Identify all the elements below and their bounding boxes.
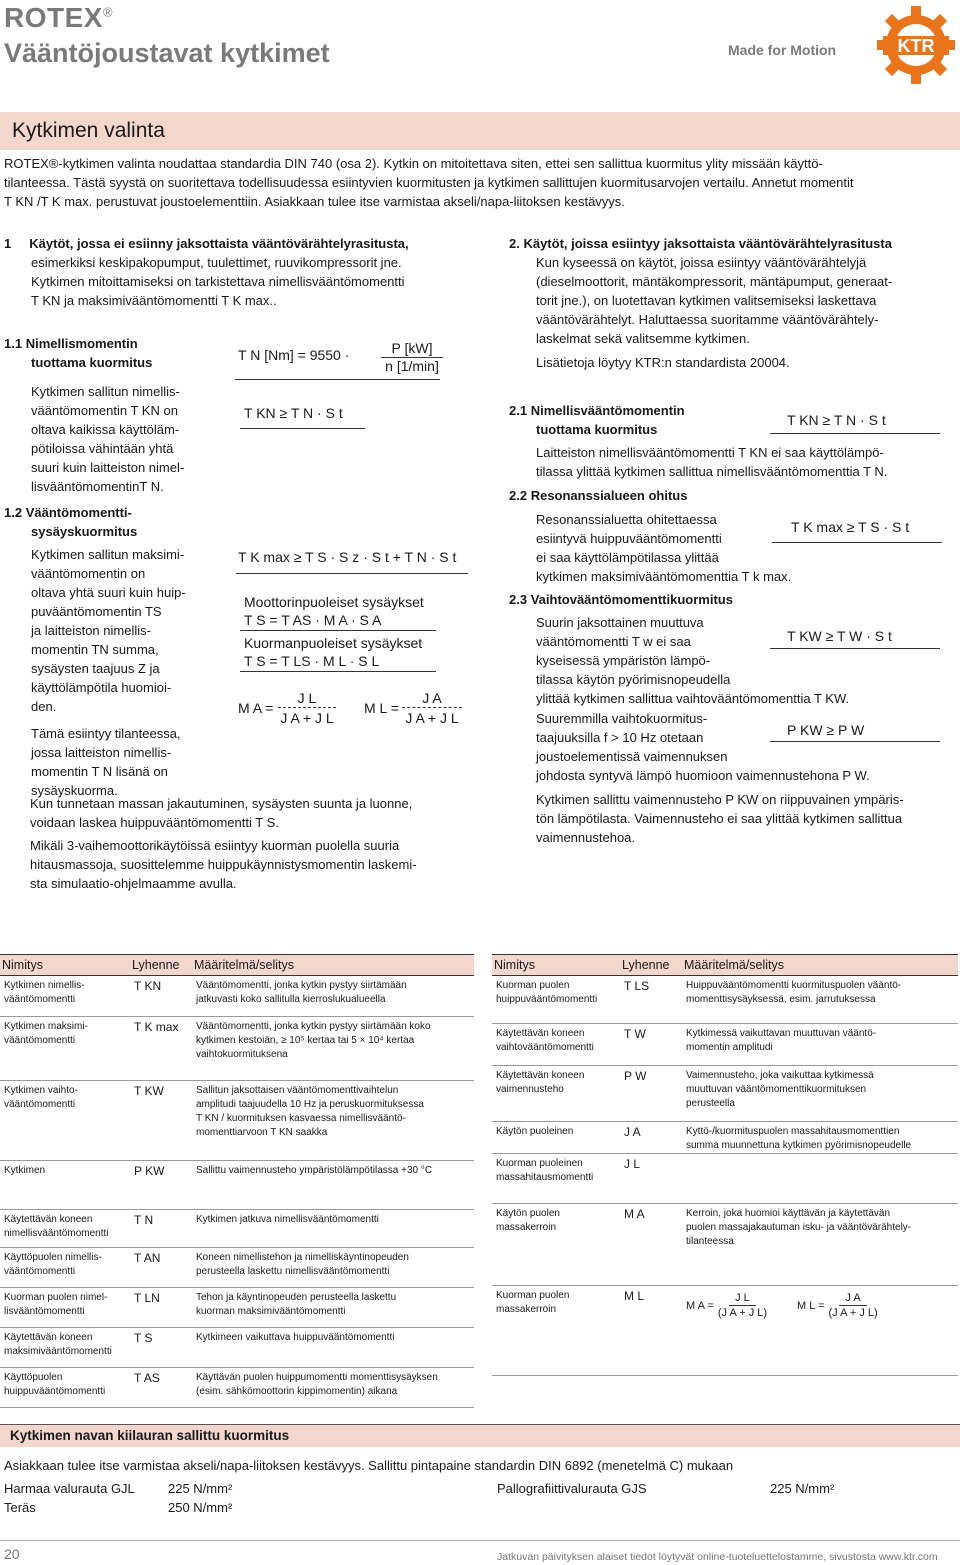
cell-name: Kytkimen maksimi- vääntömomentti	[0, 1017, 130, 1081]
cell-symbol: T LN	[130, 1288, 192, 1328]
cell-symbol: T W	[620, 1024, 682, 1066]
footer-note: Jatkuvan päivityksen alaiset tiedot löytyvät online-tuoteluettelostamme, sivustosta www.ktr.com	[497, 1551, 938, 1563]
section-2-3-body3	[536, 790, 956, 847]
cell-definition: Kytkimen jatkuva nimellisvääntömomentti	[192, 1210, 474, 1248]
body-line: vaimennustehoa.	[536, 830, 636, 845]
body-line: Mikäli 3-vaihemoottorikäytöissä esiintyy kuorman puolella suuria	[30, 838, 400, 853]
cell-definition: Sallittu vaimennusteho ympäristölämpötilassa +30 °C	[192, 1161, 474, 1210]
body-line: Kytkimen sallitun maksimi-	[31, 547, 185, 562]
ktr-logo	[875, 4, 957, 86]
cell-name: Kytkimen nimellis- vääntömomentti	[0, 976, 130, 1017]
body-line: Suurin jaksottainen muuttuva	[536, 615, 704, 630]
body-line: tilassa ylittää kytkimen sallittua nimellisvääntömomenttia T N.	[536, 464, 888, 479]
hub-text: Asiakkaan tulee itse varmistaa akseli/napa-liitoksen kestävyys. Sallittu pintapaine standardin DIN 6892 (menetelmä C) mukaan	[4, 1458, 734, 1473]
section-2-3-body	[536, 613, 956, 708]
ml-num: J A	[402, 689, 462, 708]
formula-tn-den: n [1/min]	[385, 358, 439, 374]
cell-name: Kuorman puolen nimel- lisvääntömomentti	[0, 1288, 130, 1328]
cell-definition	[682, 1286, 958, 1376]
cell-symbol: T K max	[130, 1017, 192, 1081]
formula-tn: T N [Nm] = 9550 ·	[238, 347, 350, 363]
body-line: Resonanssialuetta ohitettaessa	[536, 512, 717, 527]
cell-definition: Vääntömomentti, jonka kytkin pystyy siirtämään jatkuvasti koko sallitulla kierroslukualueella	[192, 976, 474, 1017]
section-1-1: 1.1 Nimellismomentin tuottama kuormitus Kytkimen sallitun nimellis- vääntömomentin T KN on oltava kaikissa käyttöläm- pötiloissa vähintään yhtä suuri kuin laitteiston nimel- lisvääntömomentinT N.	[4, 334, 204, 496]
glossary-table-left	[0, 954, 474, 1408]
body-line: suuri kuin laitteiston nimel-	[31, 460, 185, 475]
load-side-formula: T S = T LS · M L · S L	[244, 653, 380, 669]
formula-tkn: T KN ≥ T N · S t	[244, 405, 343, 421]
body-line: Kytkimen sallitun nimellis-	[31, 384, 180, 399]
cell-name: Kuorman puolen huippuvääntömomentti	[492, 976, 620, 1024]
body-line: Kytkimen sallittu vaimennusteho P KW on riippuvainen ympäris-	[536, 792, 904, 807]
hub-title: Kytkimen navan kiilauran sallittu kuormitus	[10, 1428, 290, 1443]
cell-symbol: T KW	[130, 1081, 192, 1161]
body-line: jossa laitteiston nimellis-	[31, 745, 172, 760]
body-line: sta simulaatio-ohjelmaamme avulla.	[30, 876, 237, 891]
table-row	[0, 1248, 474, 1288]
cell-symbol: T N	[130, 1210, 192, 1248]
cell-name: Käytettävän koneen nimellisvääntömomentti	[0, 1210, 130, 1248]
section-2: 2. Käytöt, joissa esiintyy jaksottaista vääntövärähtelyrasitusta Kun kyseessä on käytöt, joissa esiintyy vääntövärähtelyjä (dieselmoottorit, mäntäkompressorit, mäntäpumput, generaat- torit jne.), on luotettavan kytkimen valitsemiseksi laskettava vääntövärähtelyt. Haluttaessa suoritamme vääntövärähtely- laskelmat sekä valitsemme kytkimen. Lisätietoja löytyy KTR:n standardista 20004.	[509, 234, 957, 372]
body-line: Tämä esiintyy tilanteessa,	[31, 726, 181, 741]
cell-definition: Käyttävän puolen huippumomentti momenttisysäyksen (esim. sähkömoottorin kippimomentin) aikana	[192, 1368, 474, 1408]
section-2-3: 2.3 Vaihtovääntömomenttikuormitus	[509, 592, 733, 607]
formula-2-2: T K max ≥ T S · S t	[791, 519, 910, 535]
body-line: sysäysten taajuus Z ja	[31, 661, 160, 676]
hub-band	[0, 1424, 960, 1447]
cell-symbol: P KW	[130, 1161, 192, 1210]
section-1: 1 Käytöt, jossa ei esiinny jaksottaista vääntövärähtelyrasitusta, esimerkiksi keskipakopumput, tuulettimet, ruuvikompressorit jne. Kytkimen mitoittamiseksi on tarkistettava nimellisvääntömomentti T KN ja maksimivääntömomentti T K max..	[4, 236, 409, 308]
formula-2-3-pkw: P KW ≥ P W	[787, 722, 865, 738]
load-side-label: Kuormanpuoleiset sysäykset	[244, 635, 423, 651]
body-line: kyseisessä ympäristön lämpö-	[536, 653, 711, 668]
tagline: Made for Motion	[728, 42, 837, 58]
formula-tn-num: P [kW]	[381, 339, 443, 358]
table-row	[0, 1210, 474, 1248]
formula-2-3: T KW ≥ T W · S t	[787, 628, 892, 644]
cell-name: Kytkimen vaihto- vääntömomentti	[0, 1081, 130, 1161]
ma-lhs: M A =	[238, 700, 274, 716]
cell-name: Käytön puoleinen	[492, 1122, 620, 1154]
formula-2-1: T KN ≥ T N · S t	[787, 412, 886, 428]
body-line: tilassa käytön pyörimisnopeudella	[536, 672, 731, 687]
cell-name: Kytkimen	[0, 1161, 130, 1210]
body-line: ja laitteiston nimellis-	[31, 623, 151, 638]
cell-definition: Tehon ja käyntinopeuden perusteella laskettu kuorman maksimivääntömomentti	[192, 1288, 474, 1328]
col-header-symbol: Lyhenne	[620, 955, 682, 976]
cell-definition: Kerroin, joka huomioi käyttävän ja käytettävän puolen massajakautuman isku- ja vääntövärähtely- tilanteessa	[682, 1204, 958, 1286]
section-2-1: 2.1 Nimellisvääntömomentin tuottama kuormitus	[509, 403, 685, 437]
body-line: vääntövärähtelyt. Haluttaessa suoritamme vääntövärähtely-	[536, 312, 879, 327]
body-line: torit jne.), on luotettavan kytkimen valitsemiseksi laskettava	[536, 293, 877, 308]
table-header-row	[0, 955, 474, 976]
cell-symbol: T S	[130, 1328, 192, 1368]
body-line: vääntömomentti T w ei saa	[536, 634, 691, 649]
cell-definition: Koneen nimellistehon ja nimelliskäyntinopeuden perusteella laskettu nimellisvääntömomentti	[192, 1248, 474, 1288]
body-line: vääntömomentin on	[31, 566, 146, 581]
cell-name: Käytettävän koneen vaihtovääntömomentti	[492, 1024, 620, 1066]
table-row	[0, 1017, 474, 1081]
col-header-symbol: Lyhenne	[130, 955, 192, 976]
body-line: kytkimen maksimivääntömomenttia T k max.	[536, 569, 792, 584]
body-line: pötiloissa vähintään yhtä	[31, 441, 174, 456]
gjl-label: Harmaa valurauta GJL	[4, 1481, 135, 1496]
ma-den: J A + J L	[280, 710, 334, 726]
table-row	[492, 1122, 958, 1154]
page-number: 20	[4, 1546, 20, 1562]
cell-symbol: T AS	[130, 1368, 192, 1408]
table-row	[492, 1154, 958, 1204]
body-line: esiintyvä huippuvääntömomentti	[536, 531, 722, 546]
body-line: oltava yhtä suuri kuin huip-	[31, 585, 186, 600]
formula-tkmax: T K max ≥ T S · S z · S t + T N · S t	[238, 549, 457, 565]
body-line: Kun tunnetaan massan jakautuminen, sysäysten suunta ja luonne,	[30, 796, 413, 811]
motor-side-formula: T S = T AS · M A · S A	[244, 612, 382, 628]
body-line: momentin T N lisänä on	[31, 764, 168, 779]
cell-definition: Vaimennusteho, joka vaikuttaa kytkimessä muuttuvan vääntömomenttikuormituksen perusteella	[682, 1066, 958, 1122]
cell-definition: Kytkimessä vaikuttavan muuttuvan vääntö- momentin amplitudi	[682, 1024, 958, 1066]
tail-paragraph-2	[30, 836, 480, 893]
cell-name: Käytettävän koneen maksimivääntömomentti	[0, 1328, 130, 1368]
cell-name: Käyttöpuolen nimellis- vääntömomentti	[0, 1248, 130, 1288]
steel-label: Teräs	[4, 1500, 36, 1515]
table-row	[0, 1368, 474, 1408]
cell-symbol: M A	[620, 1204, 682, 1286]
gjs-label: Pallografiittivalurauta GJS	[497, 1481, 647, 1496]
table-row	[492, 976, 958, 1024]
cell-name: Käyttöpuolen huippuvääntömomentti	[0, 1368, 130, 1408]
ma-num: J L	[278, 689, 336, 708]
table-row	[0, 1161, 474, 1210]
glossary-table-right	[492, 954, 958, 1376]
section-title: Kytkimen valinta	[12, 119, 165, 142]
body-line: lisvääntömomentinT N.	[31, 479, 164, 494]
document-title: Vääntöjoustavat kytkimet	[4, 38, 330, 68]
table-header-row	[492, 955, 958, 976]
cell-definition	[682, 1154, 958, 1204]
mass-factor-formulas: M A = $\frac{\text{J L}}{\text{(J A + J L)}}$ M L = $\frac{\text{J A}}{\text{(J A + J L)}}$	[686, 1292, 878, 1319]
body-line: laskelmat sekä valitsemme kytkimen.	[536, 331, 750, 346]
body-line: tön lämpötilasta. Vaimennusteho ei saa ylittää kytkimen sallittua	[536, 811, 903, 826]
body-line: den.	[31, 699, 57, 714]
section-2-1-body	[536, 443, 956, 481]
cell-symbol: J A	[620, 1122, 682, 1154]
cell-name: Kuorman puolen massakerroin	[492, 1286, 620, 1376]
body-line: voidaan laskea huippuvääntömomentti T S.	[30, 815, 279, 830]
brand-name: ROTEX®	[4, 2, 114, 33]
col-header-definition: Määritelmä/selitys	[192, 955, 474, 976]
cell-definition: Huippuvääntömomentti kuormituspuolen vääntö- momenttisysäyksessä, esim. jarrutuksessa	[682, 976, 958, 1024]
cell-definition: Vääntömomentti, jonka kytkin pystyy siirtämään koko kytkimen kestoiän, ≥ 10⁵ kertaa tai 5 × 10⁴ kertaa vaihtokuormituksena	[192, 1017, 474, 1081]
table-row	[492, 1204, 958, 1286]
body-line: ei saa käyttölämpötilassa ylittää	[536, 550, 719, 565]
tail-paragraph-1	[30, 794, 480, 832]
cell-name: Käytettävän koneen vaimennusteho	[492, 1066, 620, 1122]
section-band	[0, 112, 960, 150]
body-line: Laitteiston nimellisvääntömomentti T KN ei saa käyttölämpö-	[536, 445, 884, 460]
body-line: johdosta syntyvä lämpö huomioon vaimennustehona P W.	[536, 768, 870, 783]
body-line: Suuremmilla vaihtokuormitus-	[536, 711, 708, 726]
col-header-definition: Määritelmä/selitys	[682, 955, 958, 976]
intro-paragraph: ROTEX®-kytkimen valinta noudattaa standardia DIN 740 (osa 2). Kytkin on mitoitettava siten, ettei sen sallittua kuormitus ylity missään käyttö- tilanteessa. Tästä syystä on suoritettava todellisuudessa esiintyvien kuormitusten ja kytkimen sallittujen kuormitusarvojen vertailu. Annetut momentit T KN /T K max. perustuvat joustoelementtiin. Asiakkaan tulee itse varmistaa akseli/napa-liitoksen kestävyys.	[4, 156, 854, 209]
steel-value: 250 N/mm²	[168, 1500, 233, 1515]
cell-name: Kuorman puoleinen massahitausmomentti	[492, 1154, 620, 1204]
body-line: Kun kyseessä on käytöt, joissa esiintyy vääntövärähtelyjä	[536, 255, 867, 270]
table-row	[0, 976, 474, 1017]
table-row	[492, 1286, 958, 1376]
cell-definition: Kyttö-/kuormituspuolen massahitausmomenttien summa muunnettuna kytkimen pyörimisnopeudelle	[682, 1122, 958, 1154]
ml-den: J A + J L	[405, 710, 459, 726]
body-line: ylittää kytkimen sallittua vaihtovääntömomenttia T KW.	[536, 691, 850, 706]
body-line: sysäyskuorma.	[31, 783, 118, 798]
body-line: puvääntömomentin TS	[31, 604, 162, 619]
body-line: käyttölämpötila huomioi-	[31, 680, 172, 695]
cell-name: Käytön puolen massakerroin	[492, 1204, 620, 1286]
cell-symbol: T AN	[130, 1248, 192, 1288]
logo-text: KTR	[897, 36, 935, 56]
table-row	[492, 1024, 958, 1066]
table-row	[0, 1288, 474, 1328]
table-row	[492, 1066, 958, 1122]
body-line: (dieselmoottorit, mäntäkompressorit, mäntäpumput, generaat-	[536, 274, 893, 289]
section-2-3-body2	[536, 709, 956, 785]
gjl-value: 225 N/mm²	[168, 1481, 233, 1496]
section-1-2: 1.2 Vääntömomentti- sysäyskuormitus Kytkimen sallitun maksimi- vääntömomentin on oltava yhtä suuri kuin huip- puvääntömomentin TS ja laitteiston nimellis- momentin TN summa, sysäysten taajuus Z ja käyttölämpötila huomioi- den. Tämä esiintyy tilanteessa, jossa laitteiston nimellis- momentin T N lisänä on sysäyskuorma.	[4, 503, 214, 800]
cell-symbol: T LS	[620, 976, 682, 1024]
cell-symbol: J L	[620, 1154, 682, 1204]
cell-symbol: P W	[620, 1066, 682, 1122]
cell-symbol: M L	[620, 1286, 682, 1376]
ml-lhs: M L =	[364, 700, 399, 716]
cell-definition: Kytkimeen vaikuttava huippuvääntömomentti	[192, 1328, 474, 1368]
body-line: joustoelementissä vaimennuksen	[536, 749, 728, 764]
table-row	[0, 1081, 474, 1161]
body-line: momentin TN summa,	[31, 642, 159, 657]
cell-definition: Sallitun jaksottaisen vääntömomenttivaihtelun amplitudi taajuudella 10 Hz ja peruskuormituksessa T KN / kuormituksen kasvaessa nimellisvääntö- momenttiarvoon T KN saakka	[192, 1081, 474, 1161]
body-line: vääntömomentin T KN on	[31, 403, 178, 418]
motor-side-label: Moottorinpuoleiset sysäykset	[244, 594, 424, 610]
gjs-value: 225 N/mm²	[770, 1481, 835, 1496]
table-row	[0, 1328, 474, 1368]
col-header-name: Nimitys	[0, 955, 130, 976]
col-header-name: Nimitys	[492, 955, 620, 976]
body-line: taajuuksilla f > 10 Hz otetaan	[536, 730, 704, 745]
cell-symbol: T KN	[130, 976, 192, 1017]
body-line: hitausmassoja, suosittelemme huippukäynnistysmomentin laskemi-	[30, 857, 417, 872]
section-2-2: 2.2 Resonanssialueen ohitus	[509, 488, 688, 503]
body-line: oltava kaikissa käyttöläm-	[31, 422, 180, 437]
